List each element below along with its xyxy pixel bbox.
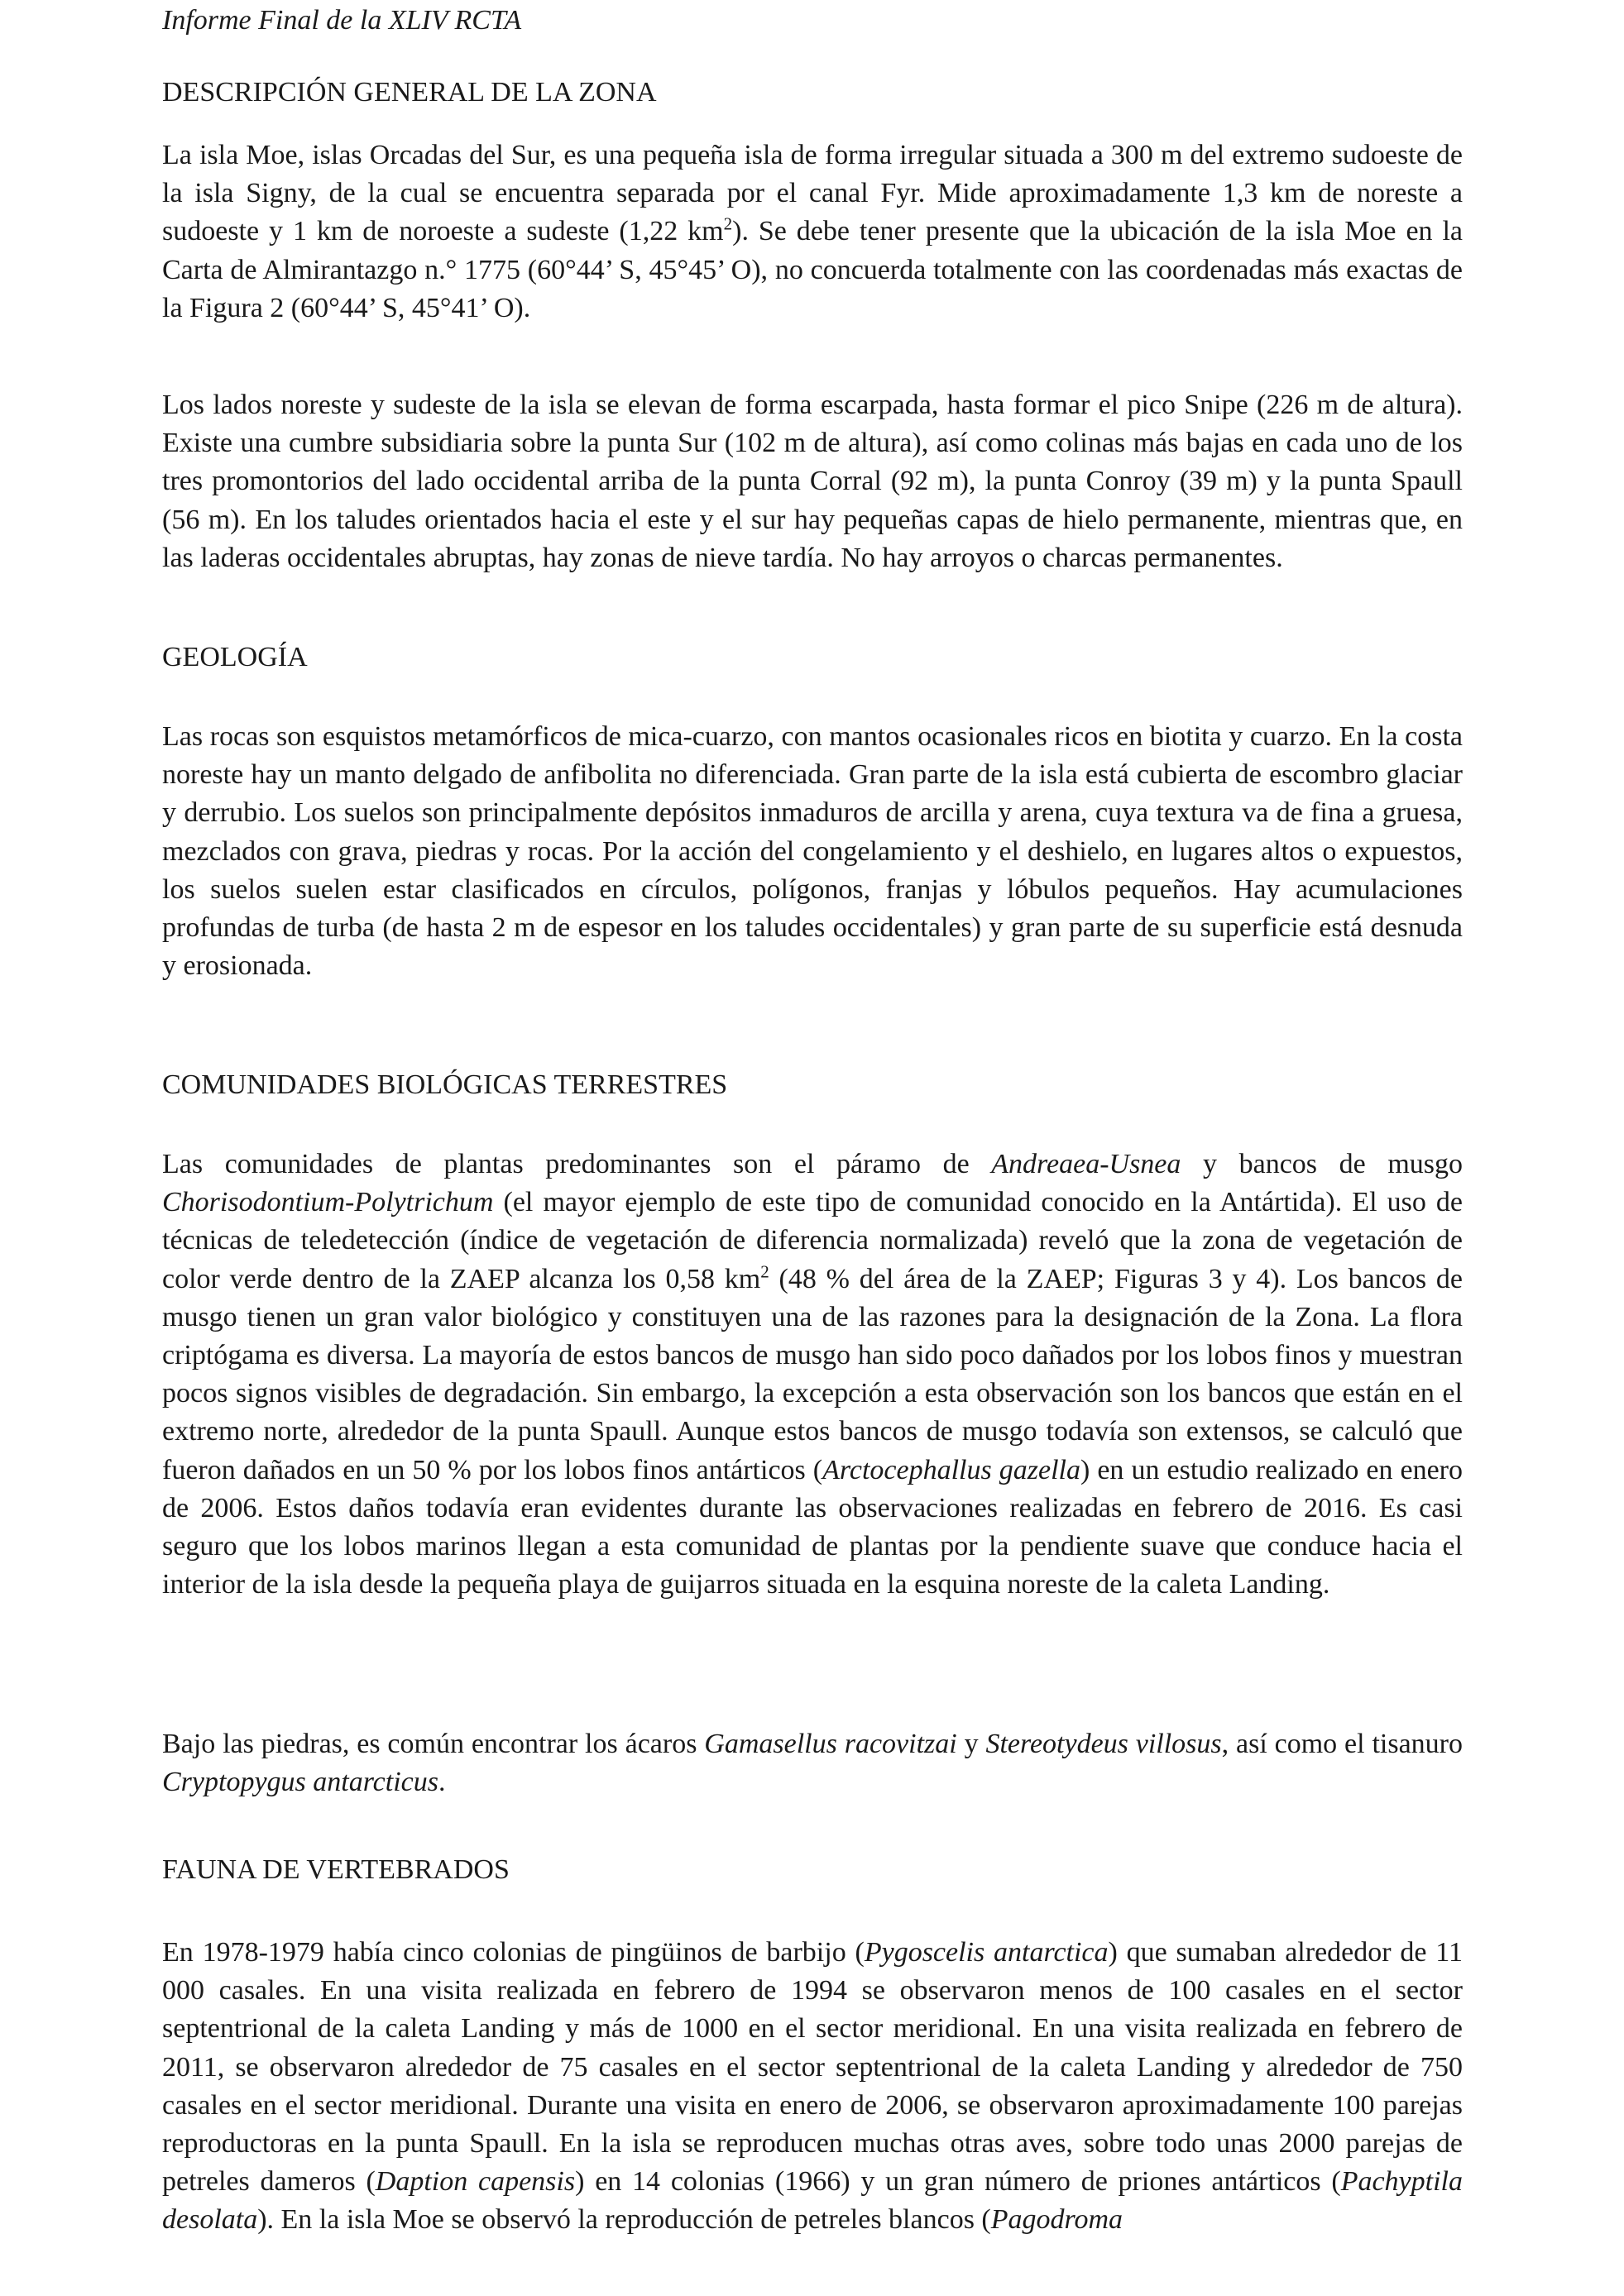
section-heading-comunidades: COMUNIDADES BIOLÓGICAS TERRESTRES xyxy=(162,1069,728,1100)
section-heading-fauna: FAUNA DE VERTEBRADOS xyxy=(162,1854,510,1885)
paragraph-descripcion-1: La isla Moe, islas Orcadas del Sur, es una pequeña isla de forma irregular situada a 300 m del extremo sudoeste de la isla Signy, de la cual se encuentra separada por el canal Fyr. Mide aproximadamente 1,3 km de noreste a sudoeste y 1 km de noroeste a sudeste (1,22 $km^2$). Se debe tener presente que la ubicación de la isla Moe en la Carta de Almirantazgo n.° 1775 (60°44’ S, 45°45’ O), no concuerda totalmente con las coordenadas más exactas de la Figura 2 (60°44’ S, 45°41’ O). xyxy=(162,140,1464,323)
paragraph-descripcion-2: Los lados noreste y sudeste de la isla se elevan de forma escarpada, hasta formar el pico Snipe (226 m de altura). Existe una cumbre subsidiaria sobre la punta Sur (102 m de altura), así como colinas más bajas en cada uno de los tres promontorios del lado occidental arriba de la punta Corral (92 m), la punta Conroy (39 m) y la punta Spaull (56 m). En los taludes orientados hacia el este y el sur hay pequeñas capas de hielo permanente, mientras que, en las laderas occidentales abruptas, hay zonas de nieve tardía. No hay arroyos o charcas permanentes. xyxy=(162,390,1463,573)
running-header: Informe Final de la XLIV RCTA xyxy=(162,5,522,36)
paragraph-fauna-1: En 1978-1979 había cinco colonias de pingüinos de barbijo (Pygoscelis antarctica) que sumaban alrededor de 11 000 casales. En una visita realizada en febrero de 1994 se observaron menos de 100 casales en el sector septentrional de la caleta Landing y más de 1000 en el sector meridional. En una visita realizada en febrero de 2011, se observaron alrededor de 75 casales en el sector septentrional de la caleta Landing y alrededor de 750 casales en el sector meridional. Durante una visita en enero de 2006, se observaron aproximadamente 100 parejas reproductoras en la punta Spaull. En la isla se reproducen muchas otras aves, sobre todo unas 2000 parejas de petreles dameros (Daption capensis) en 14 colonias (1966) y un gran número de priones antárticos (Pachyptila desolata). En la isla Moe se observó la reproducción de petreles blancos (Pagodroma xyxy=(162,1937,1464,2236)
paragraph-geologia-1: Las rocas son esquistos metamórficos de mica-cuarzo, con mantos ocasionales ricos en biotita y cuarzo. En la costa noreste hay un manto delgado de anfibolita no diferenciada. Gran parte de la isla está cubierta de escombro glaciar y derrubio. Los suelos son principalmente depósitos inmaduros de arcilla y arena, cuya textura va de fina a gruesa, mezclados con grava, piedras y rocas. Por la acción del congelamiento y el deshielo, en lugares altos o expuestos, los suelos suelen estar clasificados en círculos, polígonos, franjas y lóbulos pequeños. Hay acumulaciones profundas de turba (de hasta 2 m de espesor en los taludes occidentales) y gran parte de su superficie está desnuda y erosionada. xyxy=(162,721,1463,982)
paragraph-comunidades-2: Bajo las piedras, es común encontrar los ácaros Gamasellus racovitzai y Stereotydeus villosus, así como el tisanuro Cryptopygus antarcticus. xyxy=(162,1729,1463,1798)
paragraph-comunidades-1: Las comunidades de plantas predominantes son el páramo de Andreaea-Usnea y bancos de musgo Chorisodontium-Polytrichum (el mayor ejemplo de este tipo de comunidad conocido en la Antártida). El uso de técnicas de teledetección (índice de vegetación de diferencia normalizada) reveló que la zona de vegetación de color verde dentro de la ZAEP alcanza los 0,58 $km^2$ (48 % del área de la ZAEP; Figuras 3 y 4). Los bancos de musgo tienen un gran valor biológico y constituyen una de las razones para la designación de la Zona. La flora criptógama es diversa. La mayoría de estos bancos de musgo han sido poco dañados por los lobos finos y muestran pocos signos visibles de degradación. Sin embargo, la excepción a esta observación son los bancos que están en el extremo norte, alrededor de la punta Spaull. Aunque estos bancos de musgo todavía son extensos, se calculó que fueron dañados en un 50 % por los lobos finos antárticos (Arctocephallus gazella) en un estudio realizado en enero de 2006. Estos daños todavía eran evidentes durante las observaciones realizadas en febrero de 2016. Es casi seguro que los lobos marinos llegan a esta comunidad de plantas por la pendiente suave que conduce hacia el interior de la isla desde la pequeña playa de guijarros situada en la esquina noreste de la caleta Landing. xyxy=(162,1149,1464,1600)
section-heading-geologia: GEOLOGÍA xyxy=(162,642,308,672)
section-heading-descripcion: DESCRIPCIÓN GENERAL DE LA ZONA xyxy=(162,77,657,108)
